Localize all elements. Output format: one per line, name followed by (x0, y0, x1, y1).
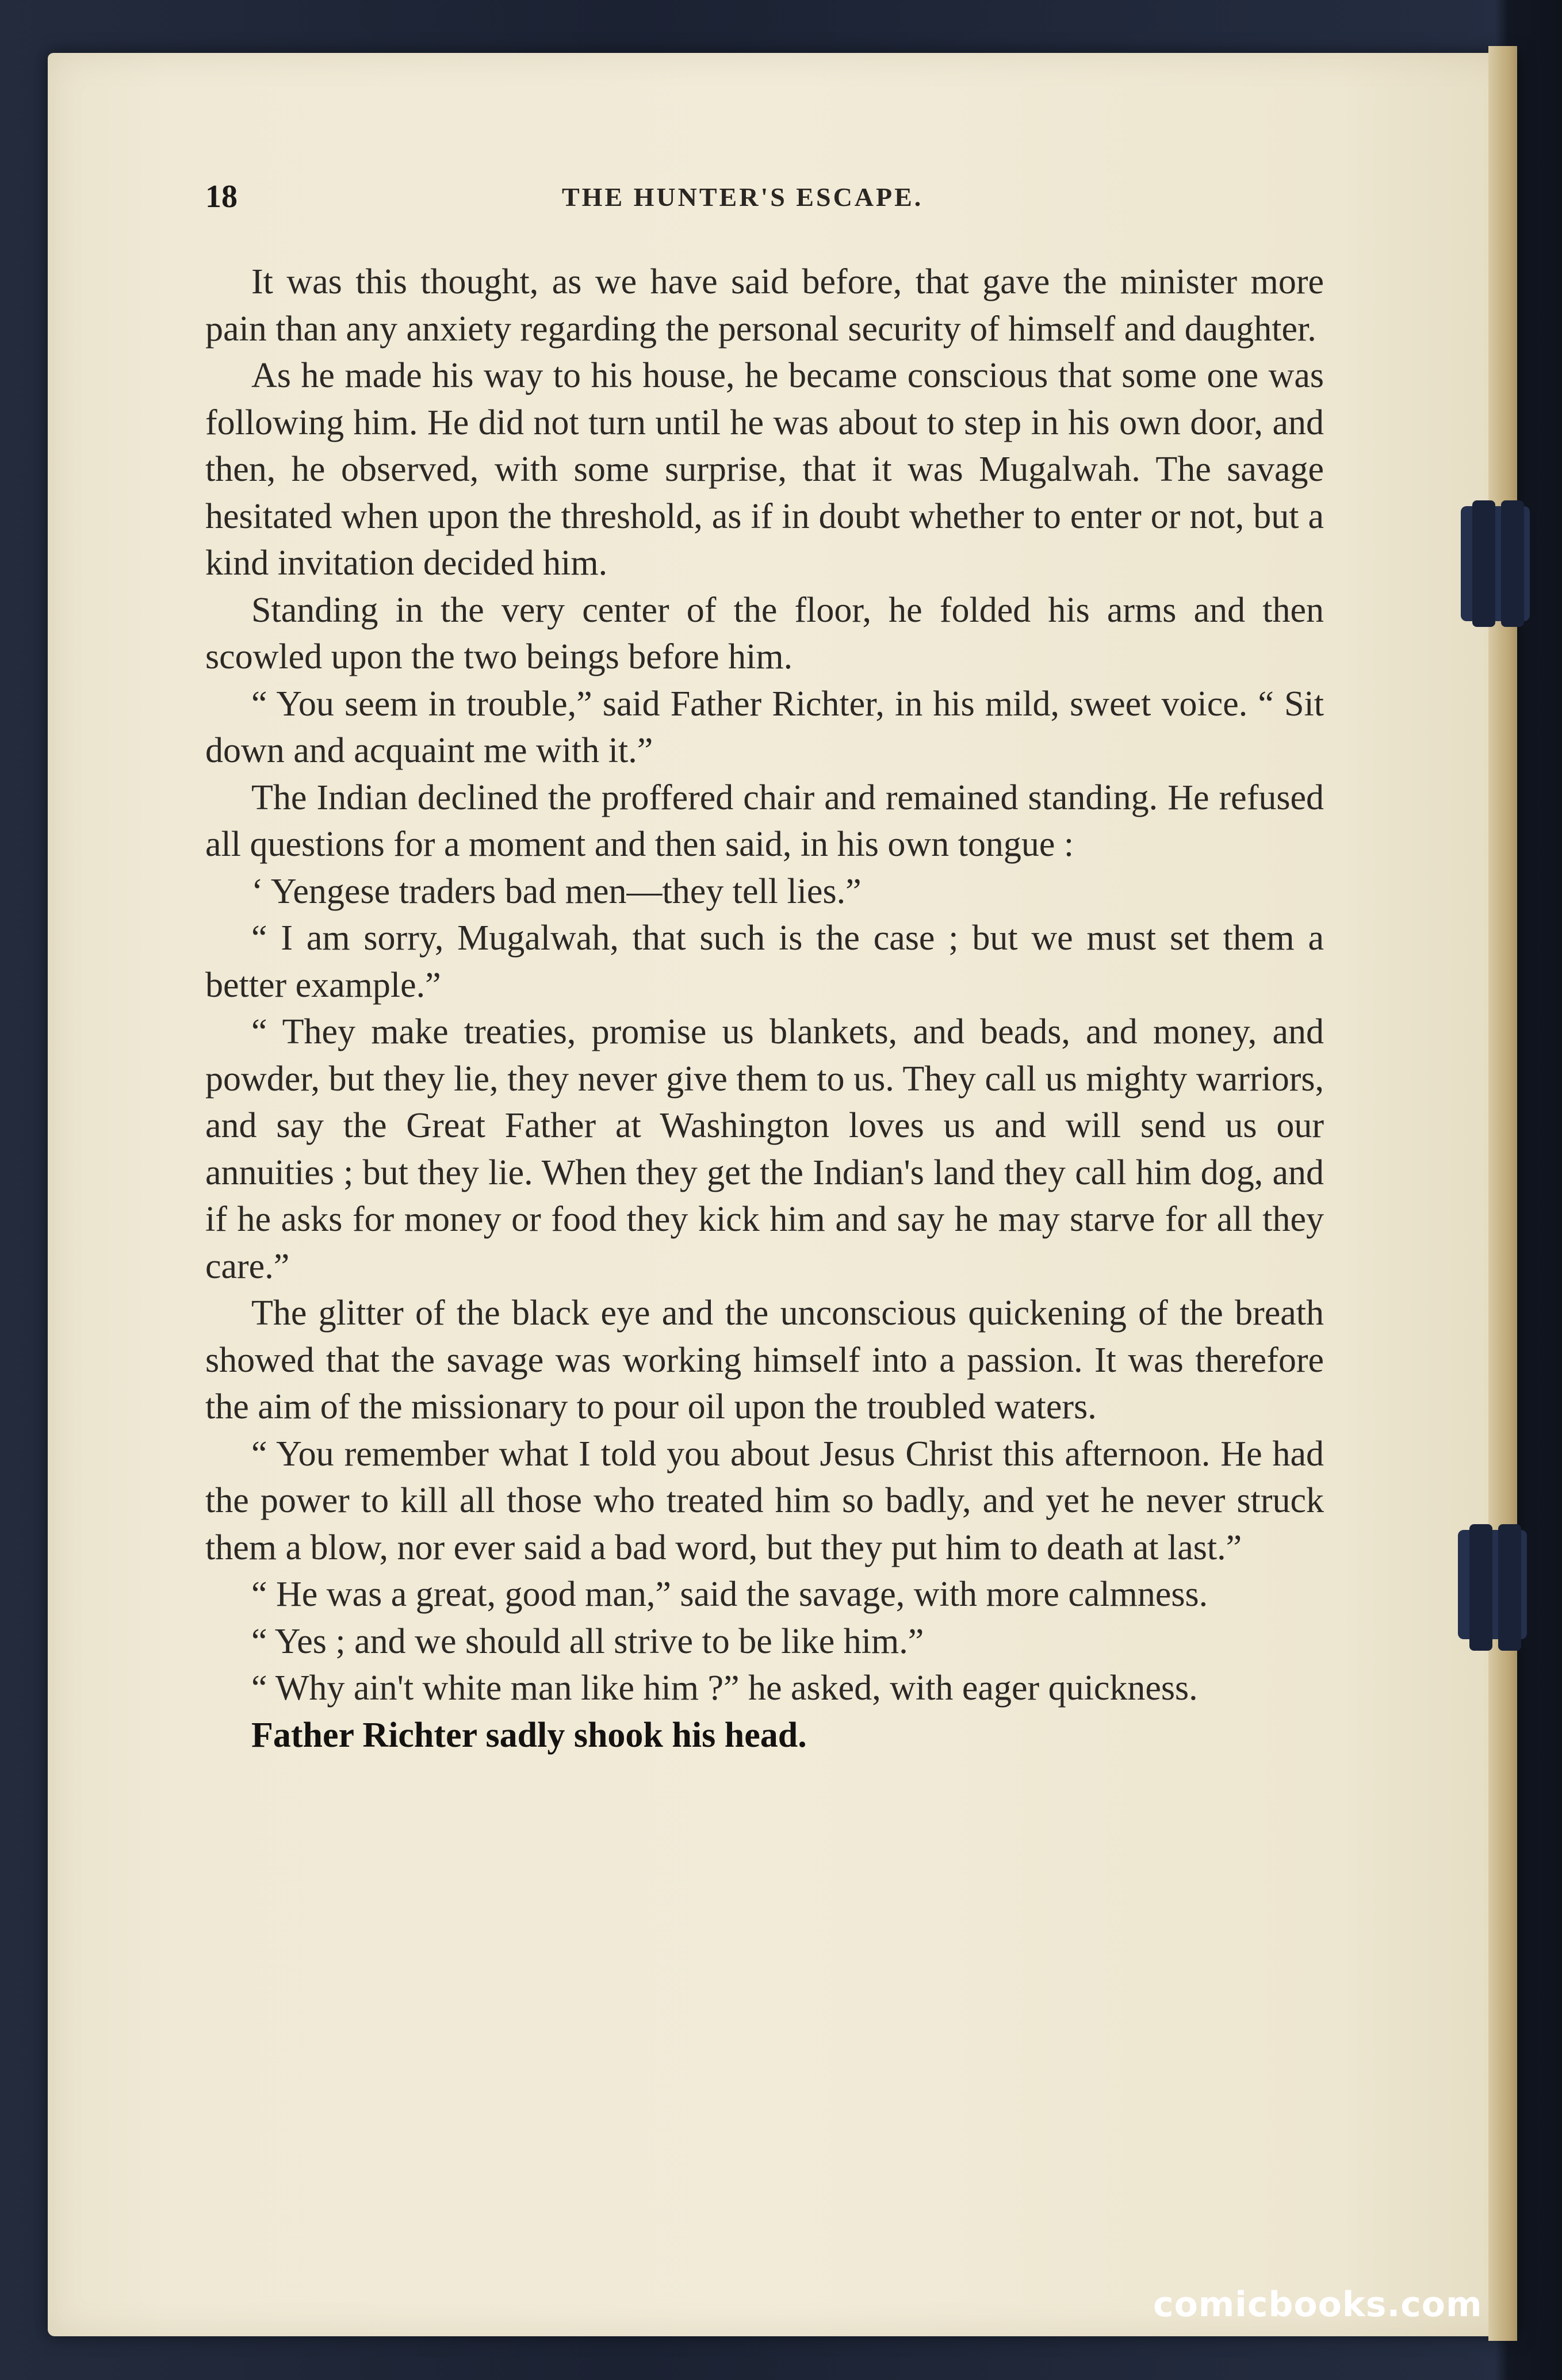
paragraph: “ You seem in trouble,” said Father Richter, in his mild, sweet voice. “ Sit down and acquaint me with it.” (205, 684, 1324, 770)
binding-stitch-bottom (1458, 1530, 1527, 1639)
paragraph: The Indian declined the proffered chair and remained standing. He refused all questions for a moment and then said, in his own tongue : (205, 778, 1324, 864)
paragraph: As he made his way to his house, he became conscious that some one was following him. He did not turn until he was about to step in his own door, and then, he observed, with some surprise, that it was Mugalwah. The savage hesitated when upon the threshold, as if in doubt whether to enter or not, but a kind invitation decided him. (205, 356, 1324, 583)
paragraph: ‘ Yengese traders bad men—they tell lies.” (251, 871, 862, 911)
body-text (205, 259, 1324, 1759)
page-header (205, 178, 1344, 219)
paragraph: “ I am sorry, Mugalwah, that such is the case ; but we must set them a better example.” (205, 919, 1324, 1005)
paragraph: Standing in the very center of the floor, he folded his arms and then scowled upon the two beings before him. (205, 590, 1324, 676)
paragraph: “ You remember what I told you about Jesus Christ this afternoon. He had the power to kill all those who treated him so badly, and yet he never struck them a blow, nor ever said a bad word, but they put him to death at last.” (205, 1434, 1324, 1567)
paragraph: The glitter of the black eye and the unconscious quickening of the breath showed that the savage was working himself into a passion. It was therefore the aim of the missionary to pour oil upon the troubled waters. (205, 1294, 1324, 1426)
watermark: comicbooks.com (1153, 2285, 1483, 2325)
page-number: 18 (205, 179, 238, 215)
paragraph: “ They make treaties, promise us blankets, and beads, and money, and powder, but they lie, they never give them to us. They call us mighty warriors, and say the Great Father at Washington loves us and will send us our annuities ; but they lie. When they get the Indian's land they call him dog, and if he asks for money or food they kick him and say he may starve for all they care.” (205, 1012, 1324, 1286)
paragraph-final: Father Richter sadly shook his head. (251, 1715, 807, 1755)
running-title: THE HUNTER'S ESCAPE. (562, 182, 924, 212)
binding-stitch-top (1461, 506, 1530, 621)
paragraph: It was this thought, as we have said before, that gave the minister more pain than any anxiety regarding the personal security of himself and daughter. (205, 262, 1324, 349)
paragraph: “ Yes ; and we should all strive to be like him.” (251, 1621, 924, 1661)
page-gutter (1488, 46, 1517, 2341)
paragraph: “ He was a great, good man,” said the savage, with more calmness. (251, 1575, 1208, 1614)
paragraph: “ Why ain't white man like him ?” he asked, with eager quickness. (251, 1669, 1198, 1708)
